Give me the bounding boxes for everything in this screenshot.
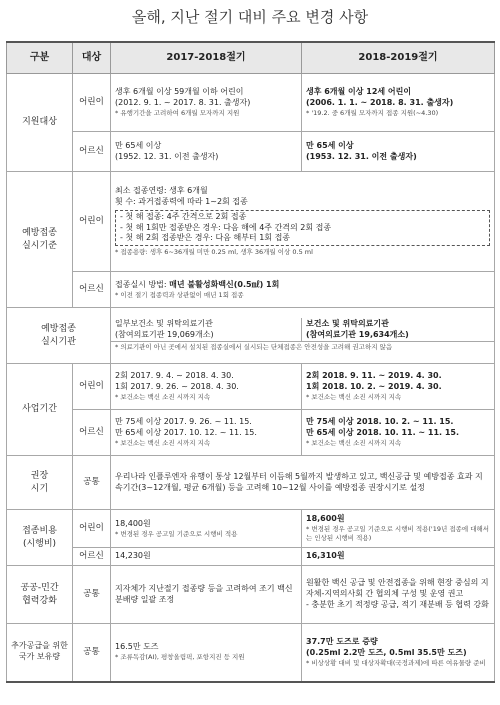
merged-cell: 우리나라 인플루엔자 유행이 통상 12월부터 이듬해 5월까지 발생하고 있고, 백신공급 및 예방접종 효과 지속기간(3~12개월, 평균 6개월) 등을 고려해 10~12월 사이를 예방접종 권장시기로 설정 bbox=[111, 456, 495, 510]
header-target: 대상 bbox=[73, 42, 111, 74]
cell-text: 만 65세 이상 2017. 10. 12. ~ 11. 15. bbox=[115, 428, 257, 438]
cell-text: 접종실시 방법: bbox=[115, 279, 170, 289]
cell-text: (2012. 9. 1. ~ 2017. 8. 31. 출생자) bbox=[115, 98, 251, 108]
new-season-cell: 16,310원 bbox=[302, 548, 495, 566]
cell-text: 추가공급을 위한 bbox=[11, 641, 68, 651]
cell-text: 권장 bbox=[30, 471, 49, 482]
table-row bbox=[7, 456, 495, 510]
target-cell: 어린이 bbox=[73, 74, 111, 132]
cell-text: 1회 2017. 9. 26. ~ 2018. 4. 30. bbox=[115, 382, 239, 392]
merged-cell bbox=[111, 272, 495, 308]
target-cell: 어린이 bbox=[73, 510, 111, 548]
table-row bbox=[7, 364, 495, 410]
new-season-cell bbox=[302, 318, 494, 342]
cell-note: * 보건소는 백신 소진 시까지 지속 bbox=[306, 438, 402, 447]
row-category-period: 사업기간 bbox=[7, 364, 73, 456]
cell-text: (참여의료기관 19,634개소) bbox=[306, 329, 409, 339]
target-cell: 어르신 bbox=[73, 272, 111, 308]
row-category-support: 지원대상 bbox=[7, 74, 73, 172]
table-row bbox=[7, 510, 495, 548]
cell-text: (2006. 1. 1. ~ 2018. 8. 31. 출생자) bbox=[306, 98, 454, 108]
dose-schedule-box bbox=[115, 210, 490, 246]
cell-text: 예방접종 bbox=[22, 228, 57, 239]
cell-text: - 첫 해 1회만 접종받은 경우: 다음 해에 4주 간격의 2회 접종 bbox=[120, 222, 332, 232]
cell-note: * 이전 절기 접종력과 상관없이 매년 1회 접종 bbox=[115, 290, 244, 299]
cell-note: * 보건소는 백신 소진 시까지 지속 bbox=[115, 392, 211, 401]
merged-cell bbox=[111, 172, 495, 272]
table-row bbox=[7, 308, 495, 364]
header-row bbox=[7, 42, 495, 74]
table-row bbox=[7, 624, 495, 682]
old-season-cell: 지자체가 지난절기 접종량 등을 고려하여 조기 백신분배량 일괄 조정 bbox=[111, 566, 302, 624]
target-cell: 공통 bbox=[73, 566, 111, 624]
cell-text: 실시기준 bbox=[22, 240, 57, 251]
cell-text: 예방접종 bbox=[41, 324, 76, 335]
cell-note: * 접종용량: 생후 6~36개월 미만 0.25 ml, 생후 36개월 이상 0.5 ml bbox=[115, 248, 313, 257]
cell-note: * 변경된 경우 공고일 기준으로 시행비 적용('19년 접종에 대해서는 인상된 시행비 적용) bbox=[306, 525, 490, 542]
old-season-cell bbox=[111, 624, 302, 682]
old-season-cell bbox=[111, 132, 302, 172]
old-season-cell bbox=[111, 318, 302, 342]
cell-note: * 변경된 경우 공고일 기준으로 시행비 적용 bbox=[115, 529, 238, 538]
cell-text: (0.25ml 2.2만 도즈, 0.5ml 35.5만 도즈) bbox=[306, 647, 467, 657]
old-season-cell bbox=[111, 510, 302, 548]
cell-text: - 충분한 초기 적정량 공급, 적기 재분배 등 협력 강화 bbox=[306, 599, 489, 609]
cell-note: * 조류독감(AI), 평창올림픽, 포항지진 등 지원 bbox=[115, 653, 245, 662]
cell-text: 생후 6개월 이상 59개월 이하 어린이 bbox=[115, 87, 244, 97]
changes-table bbox=[6, 41, 495, 683]
cell-text: (참여의료기관 19,069개소) bbox=[115, 329, 214, 339]
header-category: 구분 bbox=[7, 42, 73, 74]
old-season-cell: 14,230원 bbox=[111, 548, 302, 566]
cell-text: 만 65세 이상 2018. 10. 11. ~ 11. 15. bbox=[306, 428, 460, 438]
cell-text: 최소 접종연령: 생후 6개월 bbox=[115, 186, 208, 196]
table-row bbox=[7, 410, 495, 456]
target-cell: 어린이 bbox=[73, 172, 111, 272]
cell-note: * 보건소는 백신 소진 시까지 지속 bbox=[306, 392, 402, 401]
cell-text: 2회 2018. 9. 11. ~ 2019. 4. 30. bbox=[306, 371, 442, 381]
new-season-cell bbox=[302, 624, 495, 682]
row-category-reserve bbox=[7, 624, 73, 682]
cell-text: 보건소 및 위탁의료기관 bbox=[306, 318, 389, 328]
cell-text: 만 75세 이상 2018. 10. 2. ~ 11. 15. bbox=[306, 417, 454, 427]
cell-text bbox=[115, 280, 490, 291]
cell-text: 국가 보유량 bbox=[18, 652, 61, 662]
new-season-cell bbox=[302, 74, 495, 132]
cell-text: 18,400원 bbox=[115, 518, 151, 528]
page-title: 올해, 지난 절기 대비 주요 변경 사항 bbox=[131, 8, 369, 26]
cell-text: 만 65세 이상 bbox=[115, 140, 162, 150]
target-cell: 어르신 bbox=[73, 132, 111, 172]
cell-note: * 의료기관이 아닌 곳에서 설치된 접종실에서 실시되는 단체접종은 안전성을 고려해 권고하지 않음 bbox=[115, 343, 393, 352]
cell-text: - 첫 해 2회 접종받은 경우: 다음 해부터 1회 접종 bbox=[120, 233, 291, 243]
row-category-cost bbox=[7, 510, 73, 566]
institution-split bbox=[111, 318, 494, 343]
cell-text: - 첫 해 접종: 4주 간격으로 2회 접종 bbox=[120, 211, 247, 221]
target-cell: 어린이 bbox=[73, 364, 111, 410]
cell-text: (시행비) bbox=[22, 538, 57, 549]
target-cell: 공통 bbox=[73, 624, 111, 682]
header-2018-2019: 2018-2019절기 bbox=[302, 42, 495, 74]
row-category-timing bbox=[7, 456, 73, 510]
cell-text: 일부보건소 및 위탁의료기관 bbox=[115, 318, 213, 328]
cell-note: * 비상상황 대비 및 대상자확대(국정과제)에 따른 여유물량 준비 bbox=[306, 658, 486, 667]
old-season-cell bbox=[111, 410, 302, 456]
cell-note: * 유행기간을 고려하여 6개월 모자까지 지원 bbox=[115, 108, 240, 117]
old-season-cell bbox=[111, 74, 302, 132]
target-cell: 어르신 bbox=[73, 410, 111, 456]
cell-text: 만 75세 이상 2017. 9. 26. ~ 11. 15. bbox=[115, 417, 252, 427]
target-cell: 공통 bbox=[73, 456, 111, 510]
table-row bbox=[7, 272, 495, 308]
old-season-cell bbox=[111, 364, 302, 410]
cell-text: 협력강화 bbox=[22, 595, 57, 606]
cell-note: * 보건소는 백신 소진 시까지 지속 bbox=[115, 438, 211, 447]
table-row bbox=[7, 132, 495, 172]
target-cell: 어르신 bbox=[73, 548, 111, 566]
row-category-criteria bbox=[7, 172, 73, 308]
header-2017-2018: 2017-2018절기 bbox=[111, 42, 302, 74]
row-category-institution bbox=[7, 308, 111, 364]
new-season-cell bbox=[302, 566, 495, 624]
table-row bbox=[7, 172, 495, 272]
row-category-coop bbox=[7, 566, 73, 624]
new-season-cell bbox=[302, 510, 495, 548]
merged-cell bbox=[111, 308, 495, 364]
cell-text: 횟 수: 과거접종력에 따라 1~2회 접종 bbox=[115, 196, 248, 206]
cell-text: 시기 bbox=[30, 483, 49, 494]
cell-text: 만 65세 이상 bbox=[306, 140, 354, 150]
table-row bbox=[7, 74, 495, 132]
cell-text: 2회 2017. 9. 4. ~ 2018. 4. 30. bbox=[115, 371, 234, 381]
new-season-cell bbox=[302, 364, 495, 410]
cell-note: * '19.2. 중 6개월 모자까지 접종 지원(~4.30) bbox=[306, 108, 439, 117]
cell-text: 매년 불활성화백신(0.5㎖) 1회 bbox=[169, 279, 280, 289]
new-season-cell bbox=[302, 132, 495, 172]
cell-text: 18,600원 bbox=[306, 514, 345, 524]
cell-text: (1952. 12. 31. 이전 출생자) bbox=[115, 151, 219, 161]
cell-text: 원활한 백신 공급 및 안전접종을 위해 현장 중심의 지자체-지역의사회 간 협의체 구성 및 운영 권고 bbox=[306, 578, 489, 599]
new-season-cell bbox=[302, 410, 495, 456]
cell-text: 실시기관 bbox=[41, 336, 76, 347]
table-row bbox=[7, 566, 495, 624]
cell-text: 37.7만 도즈로 증량 bbox=[306, 637, 378, 647]
cell-text: (1953. 12. 31. 이전 출생자) bbox=[306, 151, 417, 161]
cell-text: 공공-민간 bbox=[20, 583, 59, 594]
cell-text: 생후 6개월 이상 12세 어린이 bbox=[306, 87, 412, 97]
cell-text: 접종비용 bbox=[22, 526, 57, 537]
cell-text: 16.5만 도즈 bbox=[115, 642, 159, 652]
cell-text: 1회 2018. 10. 2. ~ 2019. 4. 30. bbox=[306, 382, 442, 392]
table-row bbox=[7, 548, 495, 566]
